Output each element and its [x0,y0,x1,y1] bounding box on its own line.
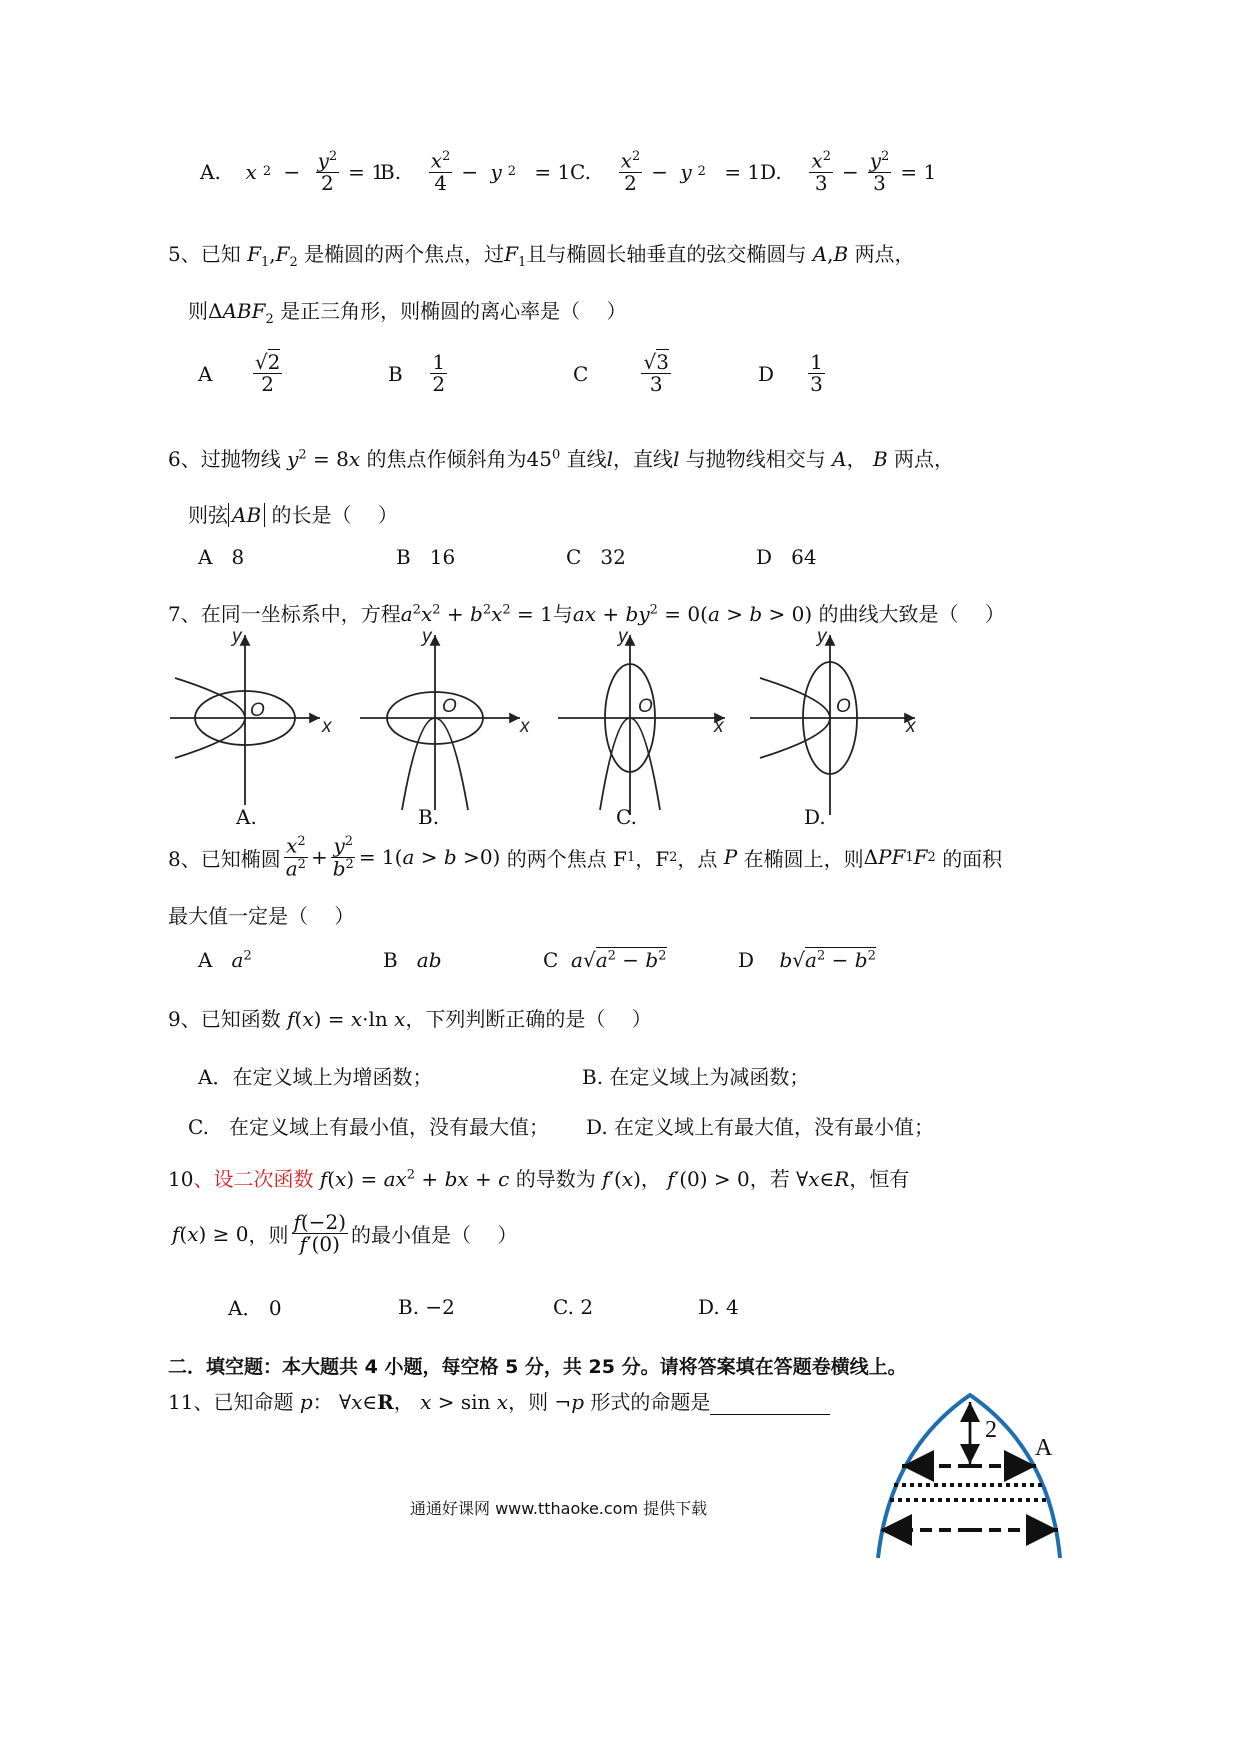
q9-option-b: B. 在定义域上为减函数； [582,1065,810,1089]
q11-line: 11、已知命题 p： ∀x∈R， x > sin x，则 ¬p 形式的命题是 [168,1386,830,1415]
q4-option-b: B. $\frac{x^2}{4}$ − y 2 = 1 [380,148,571,195]
q7-graph-d [750,635,915,815]
q7-graph-a-origin-label: O [250,700,265,721]
q8-option-c: C $a√a^2 - b^2$ [543,948,667,972]
q6-option-d: D 64 [756,545,817,569]
q6-line1: 6、过抛物线 $y^2 = 8x$ 的焦点作倾斜角为$45^0$ 直线l，直线l 与抛物线相交与 A， B 两点， [168,447,955,471]
q6-line2: 则弦 AB 的长是（ ） [188,503,398,527]
q8-line2: 最大值一定是（ ） [168,904,355,928]
q7-graph-c-origin-label: O [638,696,653,717]
q4-option-a: A. x 2 − $\frac{y^2}{2}$ = 1 [200,148,385,195]
q5-line1: 5、已知 $F_1,F_2$ 是椭圆的两个焦点，过$F_1$且与椭圆长轴垂直的弦交椭圆与 A,B 两点， [168,242,915,270]
q9-option-d: D. 在定义域上有最大值，没有最小值； [586,1115,935,1139]
q7-label-c: C. [616,805,637,829]
q7-graph-c-x-label: x [714,716,724,737]
q6-option-c: C 32 [566,545,626,569]
q8-line1: 8、已知椭圆 $\frac{x^2}{a^2}$ + $\frac{y^2}{b^2}$ = 1( a > b >0) 的两个焦点 F 1 ，F 2 ，点 P 在椭圆上，则 Δ PF 1 F 2 的面积 [168,833,1003,881]
q6-options [198,545,856,569]
height-label: 2 [985,1417,997,1443]
q9-option-a: A．在定义域上为增函数； [198,1065,433,1089]
q8-option-a: A $a^2$ [198,948,252,972]
q10-option-d: D. 4 [698,1294,739,1319]
q7-graph-a-y-label: y [232,626,242,647]
q4-options [200,150,960,194]
q10-option-b: B. −2 [398,1294,455,1319]
q9-line: 9、已知函数 f(x) = x·ln x，下列判断正确的是（ ） [168,1007,652,1031]
q11-answer-blank [710,1396,830,1415]
q8-options [198,948,898,972]
q5-option-c: C $\frac{√3}{3}$ [573,350,669,396]
point-a-label: A [1035,1435,1053,1461]
q4-option-d: D. $\frac{x^2}{3}$ − $\frac{y^2}{3}$ = 1 [760,148,937,195]
q7-label-b: B. [418,805,440,829]
q7-graph-b-origin-label: O [442,696,457,717]
q7-graph-c [558,635,725,815]
q5-option-a: A $\frac{√2}{2}$ [198,350,281,396]
q10-line1: 10、设二次函数 $f(x) = ax^2$ + bx + c 的导数为 f′(x)， f′(0) > 0，若 ∀x∈R，恒有 [168,1167,910,1191]
q7-graph-b [360,635,520,810]
q5-option-b: B $\frac{1}{2}$ [388,350,446,396]
q7-graph-b-x-label: x [520,716,530,737]
q7-graph-d-origin-label: O [836,696,851,717]
q6-option-a: A 8 [198,545,245,569]
q10-option-c: C. 2 [553,1294,594,1319]
q7-graph-b-y-label: y [422,626,432,647]
footer-text: 通通好课网 www.tthaoke.com 提供下载 [410,1499,708,1518]
q10-line2: f ( x ) ≥ 0 ，则 $\frac{f(-2)}{f'(0)}$ 的最小值是（ ） [172,1210,518,1256]
q7-graph-c-y-label: y [618,626,628,647]
q7-graph-a-x-label: x [322,716,332,737]
q7-graph-d-y-label: y [817,626,827,647]
q7-graph-d-x-label: x [906,716,916,737]
parabola-figure [860,1380,1090,1560]
q7-graph-a [170,635,320,805]
q10-red-text: 、设二次函数 [193,1167,314,1191]
q7-label-d: D. [804,805,826,829]
q10-option-a: A． 0 [228,1296,282,1320]
section2-title: 二．填空题：本大题共 4 小题，每空格 5 分，共 25 分。请将答案填在答题卷横线上。 [168,1356,907,1378]
q8-option-d: D $b√a^2 - b^2$ [738,948,876,972]
q4-option-c: C. $\frac{x^2}{2}$ − y 2 = 1 [570,148,761,195]
q5-option-d: D $\frac{1}{3}$ [758,350,823,396]
q10-options [228,1292,798,1321]
q5-options [198,352,878,395]
q8-option-b: B ab [383,948,442,972]
q5-line2: 则$\Delta ABF_2$ 是正三角形，则椭圆的离心率是（ ） [188,299,627,327]
q6-option-b: B 16 [396,545,456,569]
q7-line: 7、在同一坐标系中，方程$a^2x^2 + b^2x^2 = 1$与ax + $by^2 = 0(a > b > 0)$ 的曲线大致是（ ） [168,602,1005,626]
q7-label-a: A. [236,805,257,829]
q9-option-c: C. 在定义域上有最小值，没有最大值； [188,1115,549,1139]
